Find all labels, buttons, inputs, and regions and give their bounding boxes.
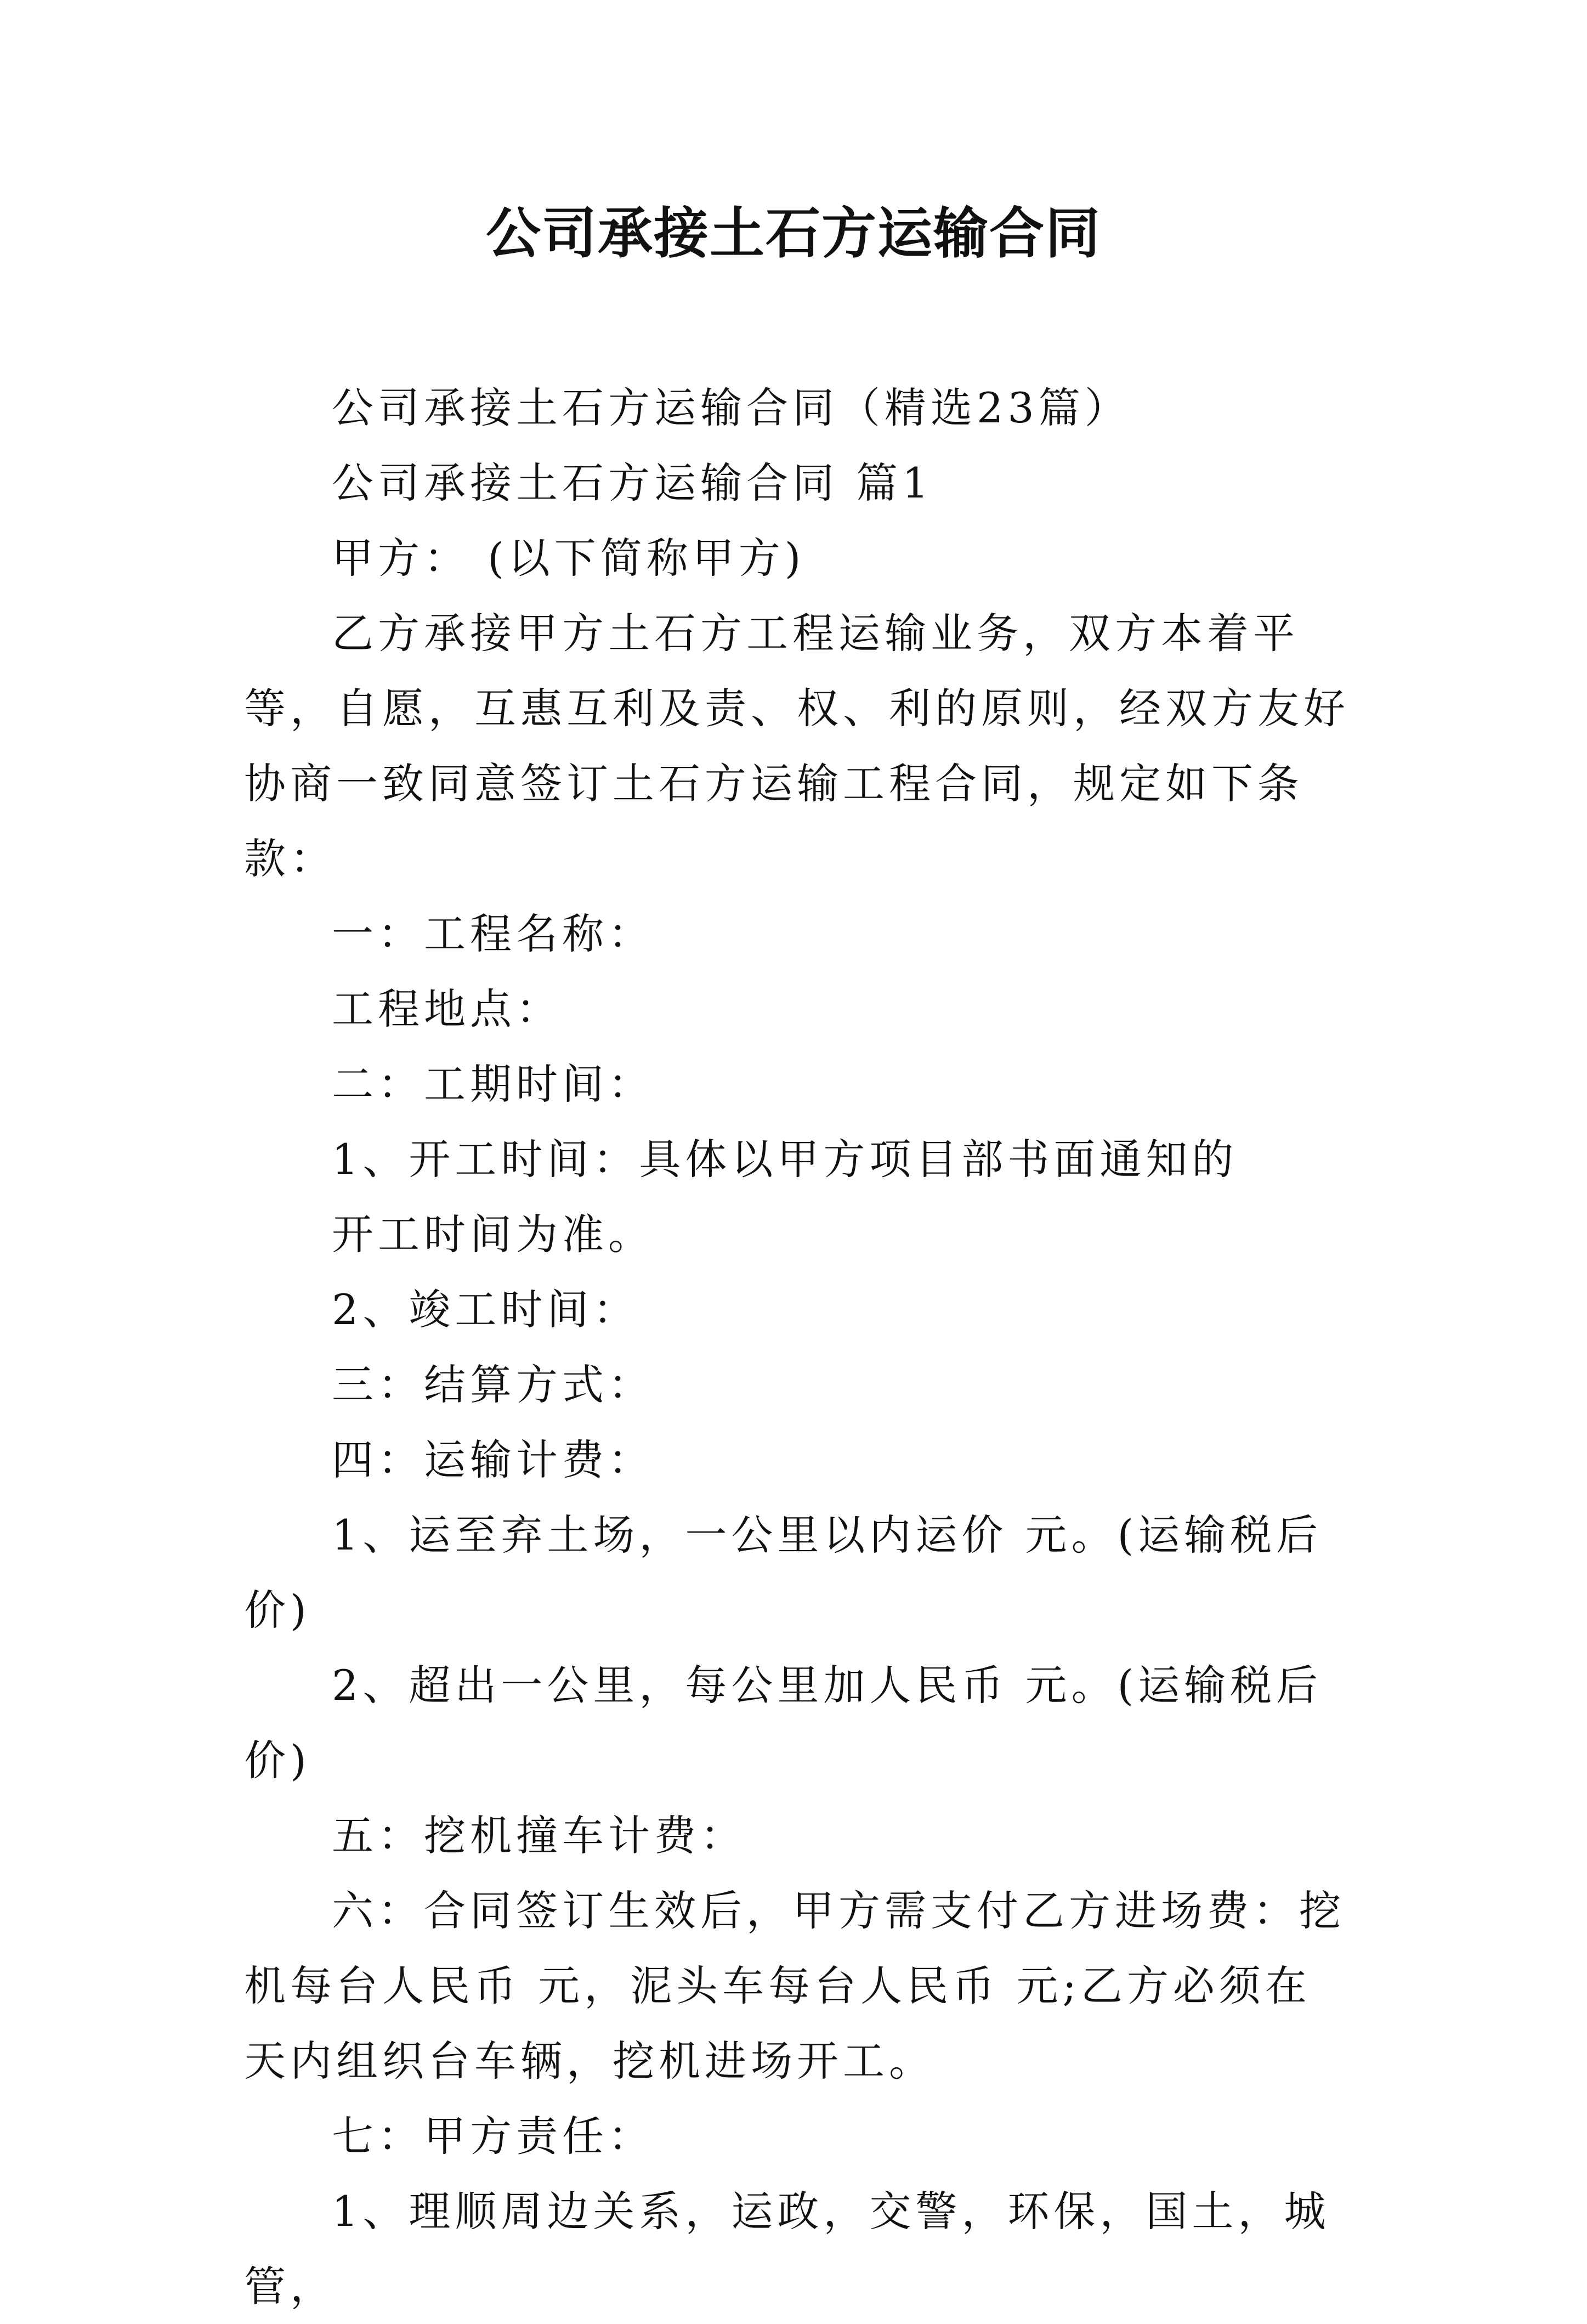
document-body — [244, 370, 1352, 2324]
paragraph-fee-item-2: 2、超出一公里，每公里加人民币 元。(运输税后价) — [244, 1661, 1323, 1785]
paragraph-entry-fee: 六：合同签订生效后，甲方需支付乙方进场费：挖机每台人民币 元，泥头车每台人民币 元;乙方必须在 天内组织台车辆，挖机进场开工。 — [244, 1886, 1345, 2085]
document-title: 公司承接土石方运输合同 — [486, 201, 1101, 265]
paragraph-section-heading: 公司承接土石方运输合同 篇1 — [332, 459, 933, 507]
paragraph-project-location: 工程地点： — [332, 985, 562, 1033]
paragraph-settlement: 三：结算方式： — [332, 1360, 654, 1409]
paragraph-fee-item-1: 1、运至弃土场，一公里以内运价 元。(运输税后价) — [244, 1511, 1323, 1635]
paragraph-start-time-cont: 开工时间为准。 — [332, 1210, 654, 1259]
paragraph-start-time: 1、开工时间：具体以甲方项目部书面通知的 — [332, 1135, 1238, 1184]
paragraph-transport-fee: 四：运输计费： — [332, 1435, 654, 1484]
paragraph-intro: 乙方承接甲方土石方工程运输业务，双方本着平等，自愿，互惠互利及责、权、利的原则，经双方友好协商一致同意签订土石方运输工程合同，规定如下条款： — [244, 609, 1350, 883]
paragraph-duty-item-1: 1、理顺周边关系，运政，交警，环保，国土，城管， — [244, 2187, 1330, 2311]
paragraph-subtitle: 公司承接土石方运输合同（精选23篇） — [332, 383, 1131, 432]
paragraph-party-a-duty: 七：甲方责任： — [332, 2112, 654, 2161]
paragraph-completion-time: 2、竣工时间： — [332, 1285, 639, 1334]
paragraph-project-name: 一：工程名称： — [332, 909, 654, 958]
paragraph-schedule: 二：工期时间： — [332, 1060, 654, 1109]
paragraph-excavator-fee: 五：挖机撞车计费： — [332, 1811, 746, 1860]
paragraph-party-a: 甲方： (以下简称甲方) — [332, 534, 806, 583]
